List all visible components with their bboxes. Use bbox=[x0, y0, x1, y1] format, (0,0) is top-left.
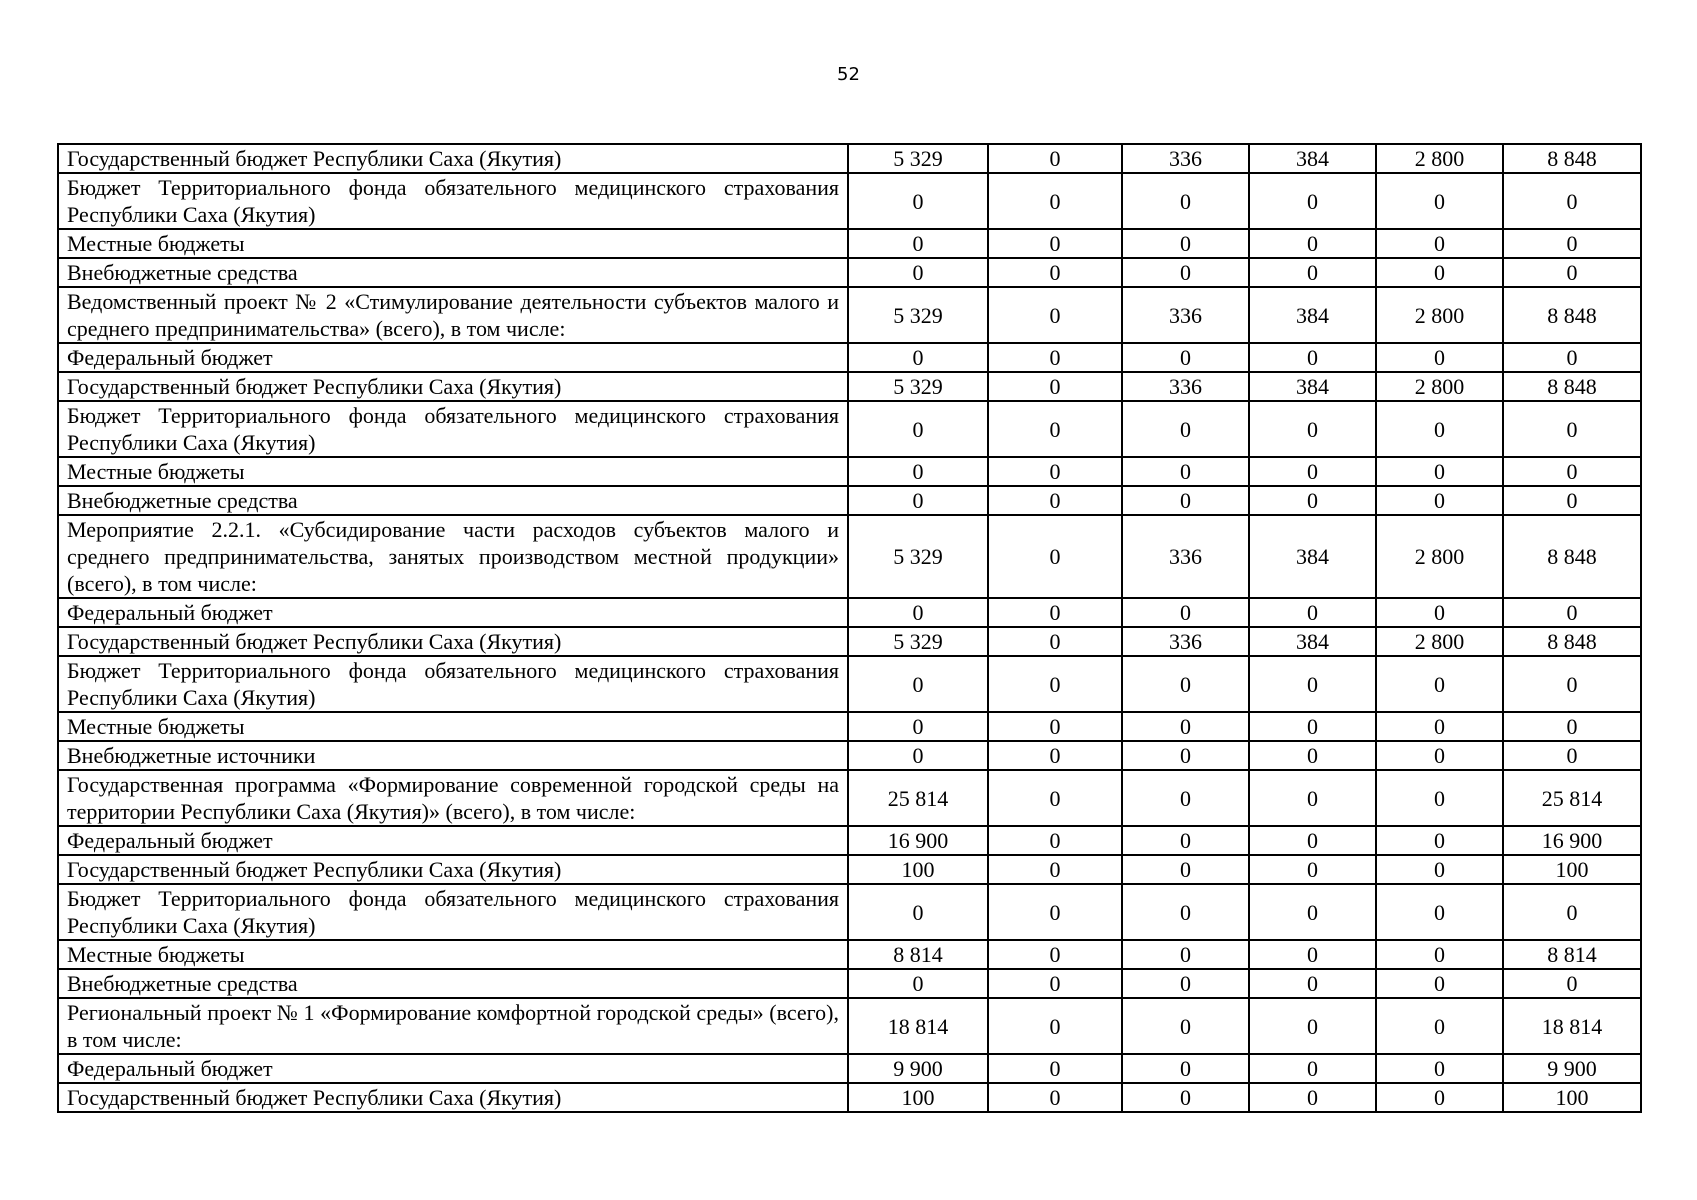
row-value: 0 bbox=[1376, 343, 1503, 372]
row-value: 100 bbox=[848, 855, 988, 884]
row-value: 0 bbox=[848, 343, 988, 372]
row-value: 0 bbox=[1376, 741, 1503, 770]
row-value: 0 bbox=[1122, 229, 1249, 258]
row-value: 100 bbox=[1503, 855, 1641, 884]
row-value: 384 bbox=[1249, 287, 1376, 343]
row-label: Местные бюджеты bbox=[58, 457, 848, 486]
row-value: 0 bbox=[1249, 855, 1376, 884]
row-value: 336 bbox=[1122, 515, 1249, 598]
row-value: 0 bbox=[988, 372, 1122, 401]
row-value: 0 bbox=[1503, 258, 1641, 287]
row-value: 0 bbox=[1122, 486, 1249, 515]
row-value: 0 bbox=[988, 1054, 1122, 1083]
row-value: 0 bbox=[1122, 656, 1249, 712]
row-value: 0 bbox=[1376, 598, 1503, 627]
row-value: 0 bbox=[1249, 656, 1376, 712]
row-value: 0 bbox=[1122, 457, 1249, 486]
row-label: Федеральный бюджет bbox=[58, 343, 848, 372]
row-value: 18 814 bbox=[1503, 998, 1641, 1054]
row-value: 0 bbox=[848, 969, 988, 998]
row-value: 0 bbox=[988, 826, 1122, 855]
row-value: 0 bbox=[1249, 770, 1376, 826]
row-value: 0 bbox=[988, 770, 1122, 826]
row-value: 0 bbox=[1122, 712, 1249, 741]
row-value: 0 bbox=[1249, 343, 1376, 372]
row-value: 0 bbox=[1503, 401, 1641, 457]
row-value: 0 bbox=[1376, 770, 1503, 826]
row-value: 0 bbox=[1249, 712, 1376, 741]
row-value: 8 814 bbox=[1503, 940, 1641, 969]
row-value: 0 bbox=[988, 998, 1122, 1054]
row-value: 5 329 bbox=[848, 627, 988, 656]
row-value: 384 bbox=[1249, 372, 1376, 401]
row-value: 8 848 bbox=[1503, 515, 1641, 598]
row-value: 8 848 bbox=[1503, 627, 1641, 656]
row-value: 18 814 bbox=[848, 998, 988, 1054]
row-value: 8 848 bbox=[1503, 144, 1641, 173]
row-value: 0 bbox=[1503, 229, 1641, 258]
row-value: 0 bbox=[988, 969, 1122, 998]
row-value: 0 bbox=[848, 258, 988, 287]
row-label: Бюджет Территориального фонда обязательного медицинского страхования Республики Саха (Якутия) bbox=[58, 401, 848, 457]
table-row bbox=[58, 884, 1641, 940]
row-value: 100 bbox=[848, 1083, 988, 1112]
row-value: 0 bbox=[1503, 173, 1641, 229]
row-value: 0 bbox=[1503, 457, 1641, 486]
row-value: 0 bbox=[848, 486, 988, 515]
row-value: 0 bbox=[1376, 401, 1503, 457]
table-row bbox=[58, 144, 1641, 173]
table-row bbox=[58, 656, 1641, 712]
table-row bbox=[58, 372, 1641, 401]
row-label: Внебюджетные средства bbox=[58, 258, 848, 287]
table-row bbox=[58, 826, 1641, 855]
budget-table bbox=[57, 143, 1642, 1113]
row-value: 0 bbox=[1122, 741, 1249, 770]
table-row bbox=[58, 598, 1641, 627]
table-row bbox=[58, 486, 1641, 515]
table-row bbox=[58, 287, 1641, 343]
row-value: 0 bbox=[1249, 969, 1376, 998]
row-value: 0 bbox=[1249, 884, 1376, 940]
row-value: 5 329 bbox=[848, 144, 988, 173]
row-value: 0 bbox=[1503, 486, 1641, 515]
row-label: Внебюджетные источники bbox=[58, 741, 848, 770]
row-value: 0 bbox=[1122, 258, 1249, 287]
table-row bbox=[58, 998, 1641, 1054]
row-label: Внебюджетные средства bbox=[58, 486, 848, 515]
row-value: 100 bbox=[1503, 1083, 1641, 1112]
row-value: 0 bbox=[1249, 826, 1376, 855]
row-value: 0 bbox=[1122, 940, 1249, 969]
row-label: Федеральный бюджет bbox=[58, 598, 848, 627]
row-value: 5 329 bbox=[848, 372, 988, 401]
row-value: 0 bbox=[988, 712, 1122, 741]
row-value: 0 bbox=[988, 656, 1122, 712]
row-value: 0 bbox=[1122, 884, 1249, 940]
row-value: 16 900 bbox=[848, 826, 988, 855]
row-value: 0 bbox=[1376, 998, 1503, 1054]
row-value: 0 bbox=[1376, 258, 1503, 287]
row-label: Мероприятие 2.2.1. «Субсидирование части расходов субъектов малого и среднего предпринимательства, занятых производством местной продукции» (всего), в том числе: bbox=[58, 515, 848, 598]
row-value: 8 814 bbox=[848, 940, 988, 969]
table-row bbox=[58, 1083, 1641, 1112]
row-value: 0 bbox=[1122, 770, 1249, 826]
row-value: 0 bbox=[1122, 998, 1249, 1054]
table-row bbox=[58, 515, 1641, 598]
row-label: Федеральный бюджет bbox=[58, 826, 848, 855]
row-value: 0 bbox=[1503, 598, 1641, 627]
row-value: 0 bbox=[1376, 457, 1503, 486]
row-label: Внебюджетные средства bbox=[58, 969, 848, 998]
row-value: 384 bbox=[1249, 515, 1376, 598]
row-value: 2 800 bbox=[1376, 372, 1503, 401]
row-value: 9 900 bbox=[1503, 1054, 1641, 1083]
row-value: 16 900 bbox=[1503, 826, 1641, 855]
row-value: 384 bbox=[1249, 144, 1376, 173]
row-value: 2 800 bbox=[1376, 627, 1503, 656]
row-value: 0 bbox=[848, 741, 988, 770]
row-label: Федеральный бюджет bbox=[58, 1054, 848, 1083]
row-value: 0 bbox=[1376, 712, 1503, 741]
row-value: 0 bbox=[1249, 1054, 1376, 1083]
row-label: Местные бюджеты bbox=[58, 229, 848, 258]
row-value: 0 bbox=[1249, 998, 1376, 1054]
row-value: 8 848 bbox=[1503, 287, 1641, 343]
row-value: 0 bbox=[848, 598, 988, 627]
row-value: 2 800 bbox=[1376, 287, 1503, 343]
row-value: 0 bbox=[988, 144, 1122, 173]
row-value: 0 bbox=[1376, 940, 1503, 969]
row-value: 9 900 bbox=[848, 1054, 988, 1083]
row-value: 0 bbox=[988, 855, 1122, 884]
table-row bbox=[58, 1054, 1641, 1083]
row-value: 0 bbox=[1376, 826, 1503, 855]
row-value: 0 bbox=[988, 486, 1122, 515]
row-value: 0 bbox=[1376, 884, 1503, 940]
table-row bbox=[58, 940, 1641, 969]
table-row bbox=[58, 627, 1641, 656]
table-row bbox=[58, 855, 1641, 884]
row-label: Бюджет Территориального фонда обязательного медицинского страхования Республики Саха (Якутия) bbox=[58, 173, 848, 229]
row-value: 0 bbox=[848, 229, 988, 258]
row-value: 336 bbox=[1122, 372, 1249, 401]
row-value: 0 bbox=[1503, 741, 1641, 770]
row-value: 0 bbox=[988, 741, 1122, 770]
row-value: 0 bbox=[988, 258, 1122, 287]
row-value: 0 bbox=[848, 884, 988, 940]
row-value: 0 bbox=[1376, 1083, 1503, 1112]
row-value: 0 bbox=[1503, 656, 1641, 712]
row-value: 0 bbox=[988, 515, 1122, 598]
row-value: 0 bbox=[1376, 969, 1503, 998]
row-value: 0 bbox=[1249, 401, 1376, 457]
row-value: 0 bbox=[1376, 173, 1503, 229]
row-value: 336 bbox=[1122, 144, 1249, 173]
row-label: Государственный бюджет Республики Саха (Якутия) bbox=[58, 144, 848, 173]
table-row bbox=[58, 741, 1641, 770]
row-label: Местные бюджеты bbox=[58, 712, 848, 741]
row-value: 2 800 bbox=[1376, 144, 1503, 173]
row-label: Государственный бюджет Республики Саха (Якутия) bbox=[58, 1083, 848, 1112]
row-value: 0 bbox=[848, 401, 988, 457]
row-value: 0 bbox=[1122, 598, 1249, 627]
budget-table-body bbox=[58, 144, 1641, 1112]
row-value: 0 bbox=[1376, 229, 1503, 258]
row-value: 0 bbox=[1376, 656, 1503, 712]
row-value: 25 814 bbox=[1503, 770, 1641, 826]
row-value: 0 bbox=[1249, 229, 1376, 258]
row-value: 0 bbox=[1249, 486, 1376, 515]
row-value: 0 bbox=[1249, 940, 1376, 969]
row-value: 0 bbox=[1122, 173, 1249, 229]
table-row bbox=[58, 401, 1641, 457]
row-value: 0 bbox=[988, 229, 1122, 258]
row-value: 0 bbox=[1249, 457, 1376, 486]
row-value: 2 800 bbox=[1376, 515, 1503, 598]
row-value: 0 bbox=[1249, 598, 1376, 627]
row-label: Ведомственный проект № 2 «Стимулирование деятельности субъектов малого и среднего предпринимательства» (всего), в том числе: bbox=[58, 287, 848, 343]
row-value: 25 814 bbox=[848, 770, 988, 826]
row-value: 0 bbox=[1376, 855, 1503, 884]
table-row bbox=[58, 770, 1641, 826]
table-row bbox=[58, 258, 1641, 287]
table-row bbox=[58, 173, 1641, 229]
row-value: 0 bbox=[988, 884, 1122, 940]
row-value: 0 bbox=[988, 401, 1122, 457]
row-value: 0 bbox=[1249, 1083, 1376, 1112]
row-value: 0 bbox=[1249, 741, 1376, 770]
row-value: 0 bbox=[988, 1083, 1122, 1112]
row-label: Бюджет Территориального фонда обязательного медицинского страхования Республики Саха (Якутия) bbox=[58, 884, 848, 940]
row-value: 0 bbox=[1503, 712, 1641, 741]
row-value: 0 bbox=[988, 173, 1122, 229]
row-value: 0 bbox=[1503, 884, 1641, 940]
row-label: Государственная программа «Формирование современной городской среды на территории Республики Саха (Якутия)» (всего), в том числе: bbox=[58, 770, 848, 826]
row-value: 0 bbox=[988, 287, 1122, 343]
row-value: 384 bbox=[1249, 627, 1376, 656]
row-value: 0 bbox=[848, 712, 988, 741]
row-value: 336 bbox=[1122, 627, 1249, 656]
row-value: 0 bbox=[988, 627, 1122, 656]
page-number: 52 bbox=[837, 64, 860, 85]
row-value: 0 bbox=[1503, 343, 1641, 372]
row-value: 0 bbox=[848, 173, 988, 229]
table-row bbox=[58, 969, 1641, 998]
row-value: 0 bbox=[1122, 1054, 1249, 1083]
row-value: 0 bbox=[1503, 969, 1641, 998]
row-value: 0 bbox=[848, 457, 988, 486]
table-row bbox=[58, 712, 1641, 741]
row-value: 0 bbox=[988, 940, 1122, 969]
row-value: 0 bbox=[1249, 173, 1376, 229]
row-label: Государственный бюджет Республики Саха (Якутия) bbox=[58, 627, 848, 656]
row-label: Бюджет Территориального фонда обязательного медицинского страхования Республики Саха (Якутия) bbox=[58, 656, 848, 712]
row-value: 0 bbox=[988, 343, 1122, 372]
table-row bbox=[58, 229, 1641, 258]
row-value: 0 bbox=[1249, 258, 1376, 287]
row-value: 0 bbox=[1122, 855, 1249, 884]
row-value: 0 bbox=[1122, 343, 1249, 372]
row-value: 0 bbox=[988, 598, 1122, 627]
row-label: Государственный бюджет Республики Саха (Якутия) bbox=[58, 372, 848, 401]
row-value: 0 bbox=[1122, 401, 1249, 457]
row-value: 0 bbox=[848, 656, 988, 712]
row-value: 0 bbox=[1122, 826, 1249, 855]
row-value: 5 329 bbox=[848, 515, 988, 598]
row-value: 8 848 bbox=[1503, 372, 1641, 401]
table-row bbox=[58, 343, 1641, 372]
row-value: 0 bbox=[988, 457, 1122, 486]
row-value: 0 bbox=[1376, 486, 1503, 515]
table-row bbox=[58, 457, 1641, 486]
row-value: 5 329 bbox=[848, 287, 988, 343]
row-label: Региональный проект № 1 «Формирование комфортной городской среды» (всего), в том числе: bbox=[58, 998, 848, 1054]
row-label: Государственный бюджет Республики Саха (Якутия) bbox=[58, 855, 848, 884]
row-value: 0 bbox=[1122, 969, 1249, 998]
row-value: 336 bbox=[1122, 287, 1249, 343]
row-value: 0 bbox=[1376, 1054, 1503, 1083]
row-value: 0 bbox=[1122, 1083, 1249, 1112]
row-label: Местные бюджеты bbox=[58, 940, 848, 969]
